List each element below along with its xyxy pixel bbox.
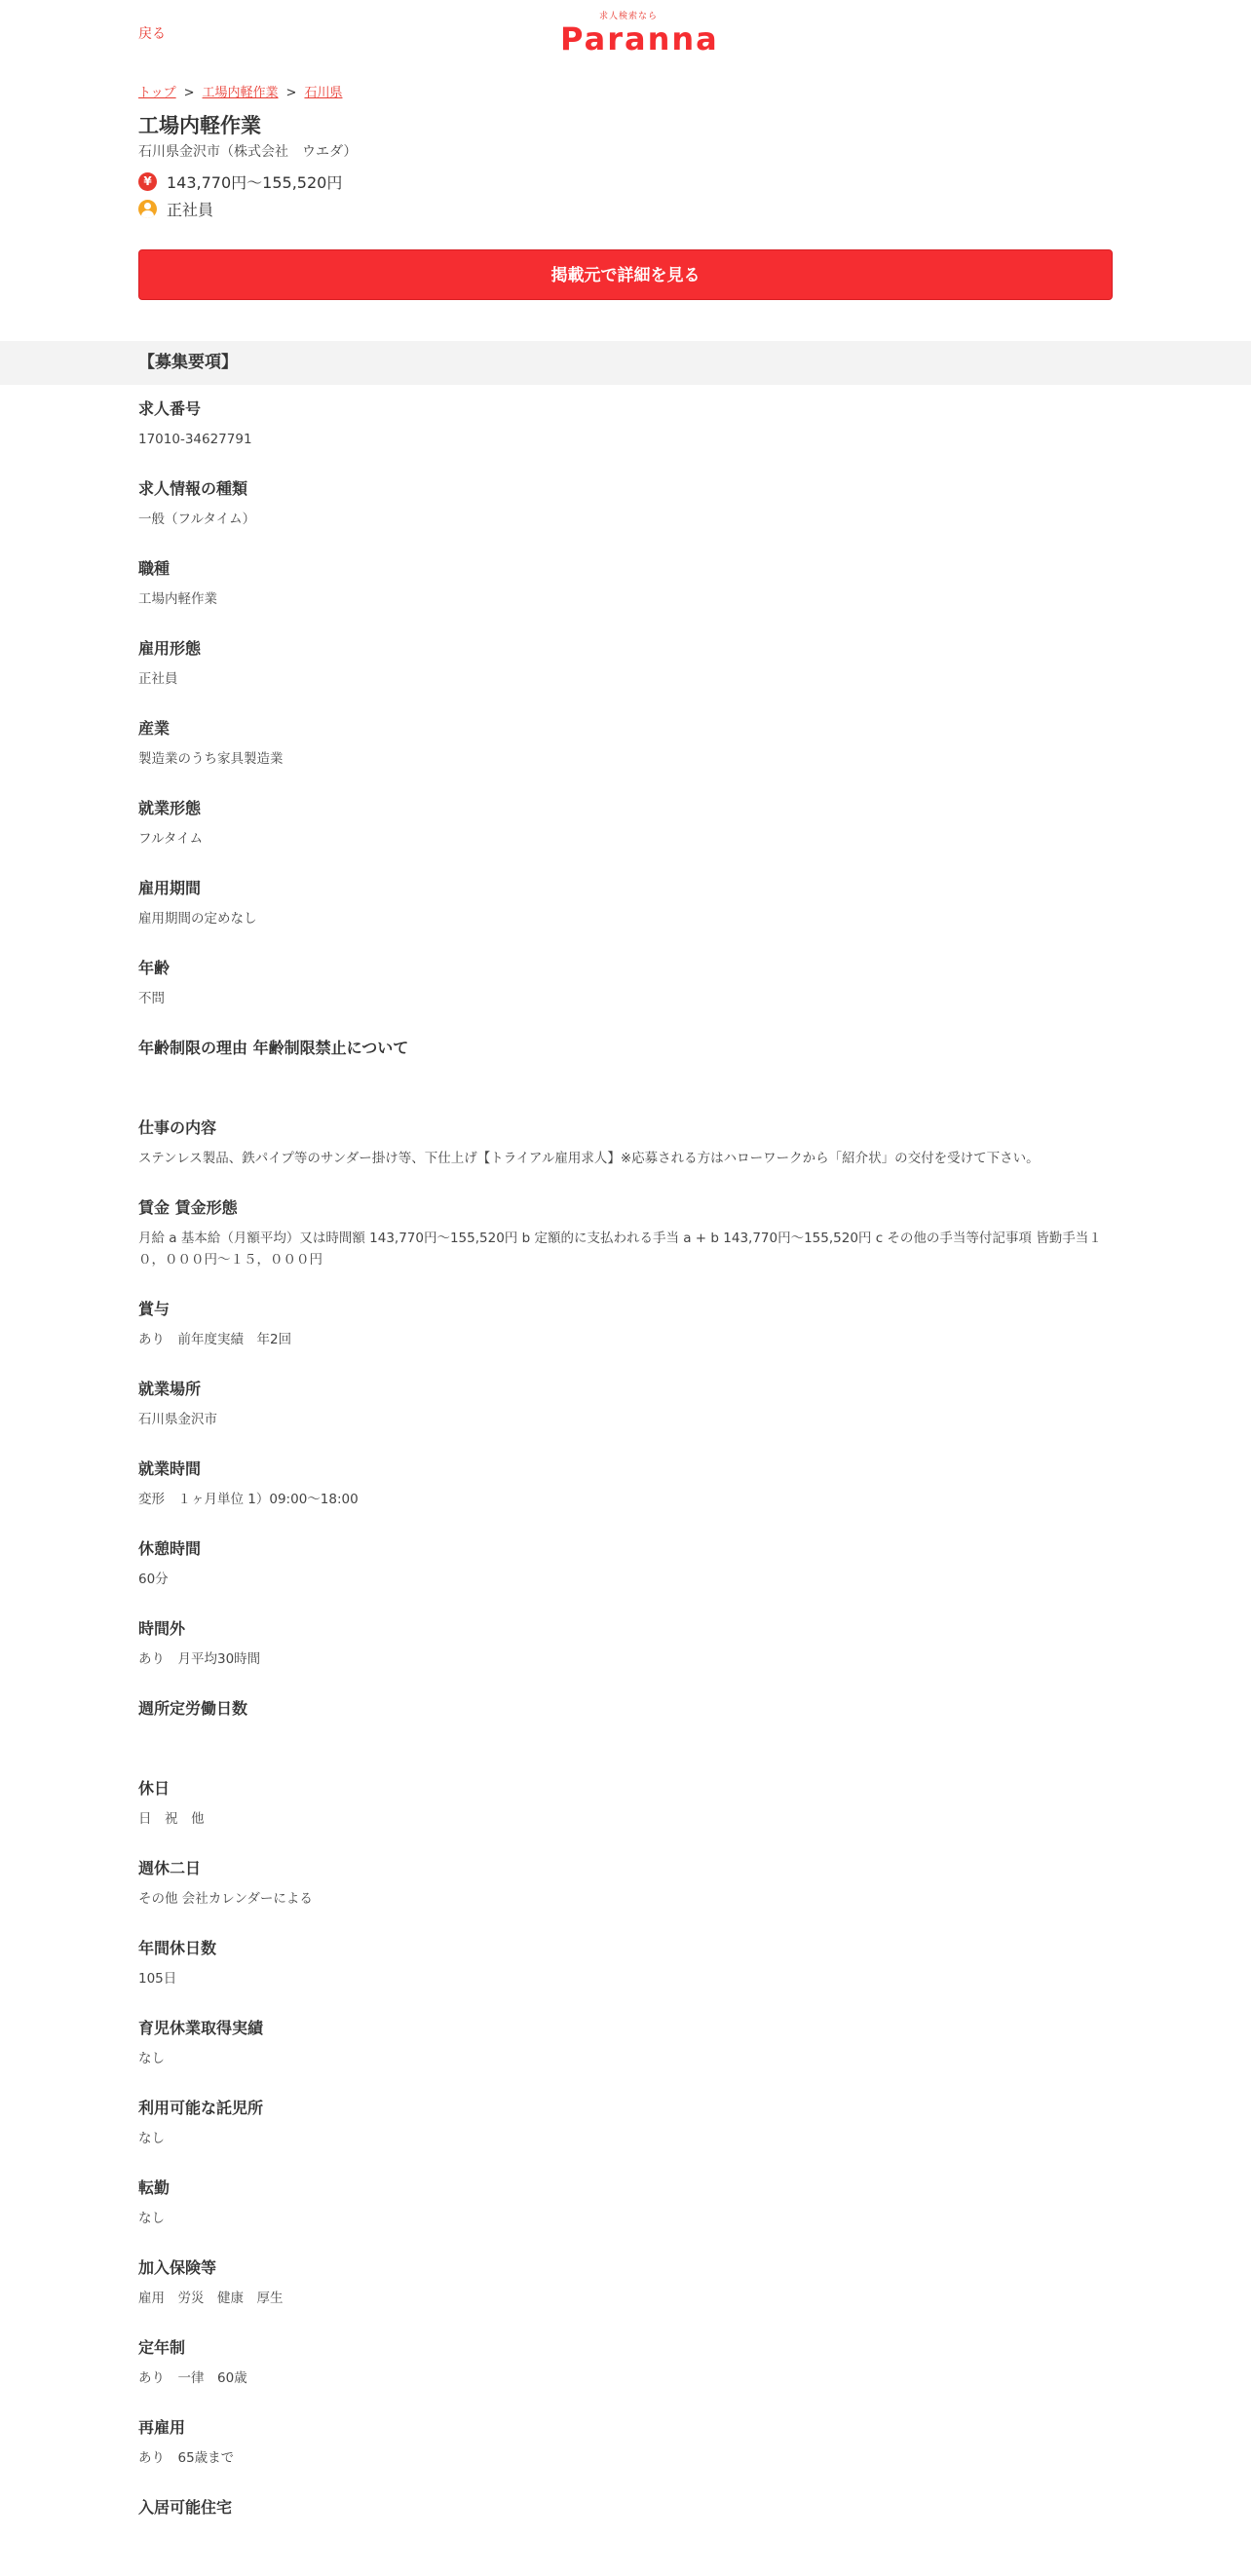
detail-field-value: 工場内軽作業 (138, 591, 217, 607)
detail-field-value: 石川県金沢市 (138, 1412, 217, 1427)
breadcrumb-top[interactable]: トップ (138, 86, 176, 100)
salary-row (138, 171, 1113, 191)
detail-field-label: 年間休日数 (138, 1939, 217, 1957)
detail-field-value: なし (138, 2051, 165, 2066)
detail-field-label: 賃金 賃金形態 (138, 1198, 238, 1217)
detail-field-label: 休憩時間 (138, 1539, 202, 1558)
detail-field (138, 1196, 1113, 1270)
detail-field-label: 求人情報の種類 (138, 479, 248, 498)
detail-field-label: 就業場所 (138, 1380, 202, 1398)
detail-field (138, 2496, 1113, 2549)
detail-field-value: 製造業のうち家具製造業 (138, 751, 284, 767)
detail-field (138, 1937, 1113, 1989)
job-details-list (138, 398, 1113, 2576)
detail-field (138, 1537, 1113, 1590)
detail-field-value (138, 1728, 1113, 1750)
logo-tagline: 求人検索なら (598, 12, 658, 21)
detail-field-value (138, 1068, 1113, 1089)
detail-field-label: 週所定労働日数 (138, 1699, 248, 1718)
detail-field-value: 17010-34627791 (138, 432, 252, 447)
detail-field-label: 時間外 (138, 1619, 186, 1638)
detail-field (138, 398, 1113, 450)
detail-field-value: フルタイム (138, 831, 204, 847)
breadcrumb-prefecture[interactable]: 石川県 (304, 86, 343, 100)
person-icon (138, 200, 157, 218)
detail-field-value: 60分 (138, 1572, 169, 1587)
detail-field (138, 477, 1113, 530)
detail-field-label: 年齢 (138, 959, 171, 977)
detail-field-label: 転勤 (138, 2178, 171, 2197)
detail-field-value: 不問 (138, 991, 165, 1006)
detail-field (138, 1298, 1113, 1350)
detail-field (138, 1697, 1113, 1750)
breadcrumb-separator: > (183, 86, 195, 100)
detail-field-label: 育児休業取得実績 (138, 2019, 264, 2037)
detail-field (138, 1037, 1113, 1089)
breadcrumb (138, 82, 1113, 99)
detail-field-value: なし (138, 2211, 165, 2226)
detail-field (138, 1458, 1113, 1510)
salary-text: 143,770円～155,520円 (167, 172, 343, 192)
detail-field-label: 加入保険等 (138, 2258, 217, 2277)
logo[interactable] (560, 12, 719, 57)
detail-field-label: 就業時間 (138, 1459, 202, 1478)
detail-field-value: 雇用期間の定めなし (138, 911, 257, 927)
yen-icon: ¥ (138, 172, 157, 191)
job-location: 石川県金沢市（株式会社 ウエダ） (138, 144, 358, 160)
detail-field (138, 2097, 1113, 2149)
job-title: 工場内軽作業 (138, 114, 261, 137)
detail-field-value: 105日 (138, 1971, 177, 1987)
detail-field-value: なし (138, 2131, 165, 2146)
detail-field-label: 産業 (138, 719, 171, 738)
detail-field (138, 717, 1113, 770)
detail-field (138, 877, 1113, 929)
detail-field (138, 1378, 1113, 1430)
detail-field-value: 変形 １ヶ月単位 1）09:00～18:00 (138, 1492, 359, 1507)
detail-field (138, 797, 1113, 850)
detail-field-label: 職種 (138, 559, 171, 578)
detail-field-value: 日 祝 他 (138, 1811, 205, 1827)
breadcrumb-category[interactable]: 工場内軽作業 (202, 86, 279, 100)
detail-field (138, 1617, 1113, 1670)
detail-field (138, 2416, 1113, 2469)
detail-field-label: 賞与 (138, 1300, 171, 1318)
detail-field (138, 2256, 1113, 2309)
detail-field (138, 1777, 1113, 1830)
detail-field-value: あり 前年度実績 年2回 (138, 1332, 292, 1347)
detail-field-label: 就業形態 (138, 799, 202, 817)
logo-text: Paranna (560, 20, 719, 57)
detail-field-value: あり 65歳まで (138, 2450, 235, 2466)
detail-field-value: あり 一律 60歳 (138, 2370, 247, 2386)
detail-field-label: 雇用形態 (138, 639, 202, 658)
detail-field (138, 2017, 1113, 2069)
detail-field-label: 定年制 (138, 2338, 186, 2357)
detail-field-value: ステンレス製品、鉄パイプ等のサンダー掛け等、下仕上げ【トライアル雇用求人】※応募される方はハローワークから「紹介状」の交付を受けて下さい。 (138, 1151, 1040, 1166)
detail-field-value: 雇用 労災 健康 厚生 (138, 2291, 284, 2306)
detail-field (138, 957, 1113, 1009)
detail-field (138, 2336, 1113, 2389)
view-details-button[interactable]: 掲載元で詳細を見る (138, 249, 1113, 300)
detail-field-label: 利用可能な託児所 (138, 2099, 264, 2117)
back-link[interactable]: 戻る (138, 26, 166, 42)
header (138, 0, 1113, 58)
detail-field-label: 入居可能住宅 (138, 2498, 233, 2517)
detail-field (138, 1857, 1113, 1910)
detail-field-label: 年齢制限の理由 年齢制限禁止について (138, 1039, 409, 1057)
detail-field-label: 再雇用 (138, 2418, 186, 2437)
detail-field (138, 2177, 1113, 2229)
detail-field-value: 一般（フルタイム） (138, 511, 256, 527)
detail-field-label: 求人番号 (138, 399, 202, 418)
detail-field (138, 637, 1113, 690)
detail-field-label: 休日 (138, 1779, 171, 1798)
detail-field-value: 正社員 (138, 671, 178, 687)
section-title: 【募集要項】 (138, 353, 238, 372)
detail-field-value: その他 会社カレンダーによる (138, 1891, 313, 1907)
employment-type-text: 正社員 (167, 200, 214, 219)
section-header (0, 341, 1251, 385)
detail-field-value: あり 月平均30時間 (138, 1651, 261, 1667)
detail-field (138, 1117, 1113, 1169)
detail-field-value: 月給 a 基本給（月額平均）又は時間額 143,770円～155,520円 b 定額的に支払われる手当 a + b 143,770円～155,520円 c その他の手当等付記事項 皆勤手当１０，０００円～１５，０００円 (138, 1231, 1102, 1268)
breadcrumb-separator: > (285, 86, 297, 100)
detail-field-label: 雇用期間 (138, 879, 202, 897)
employment-type-row (138, 199, 1113, 218)
detail-field-label: 週休二日 (138, 1859, 202, 1877)
detail-field-label: 仕事の内容 (138, 1118, 217, 1137)
detail-field (138, 557, 1113, 610)
detail-field-value (138, 2527, 1113, 2549)
